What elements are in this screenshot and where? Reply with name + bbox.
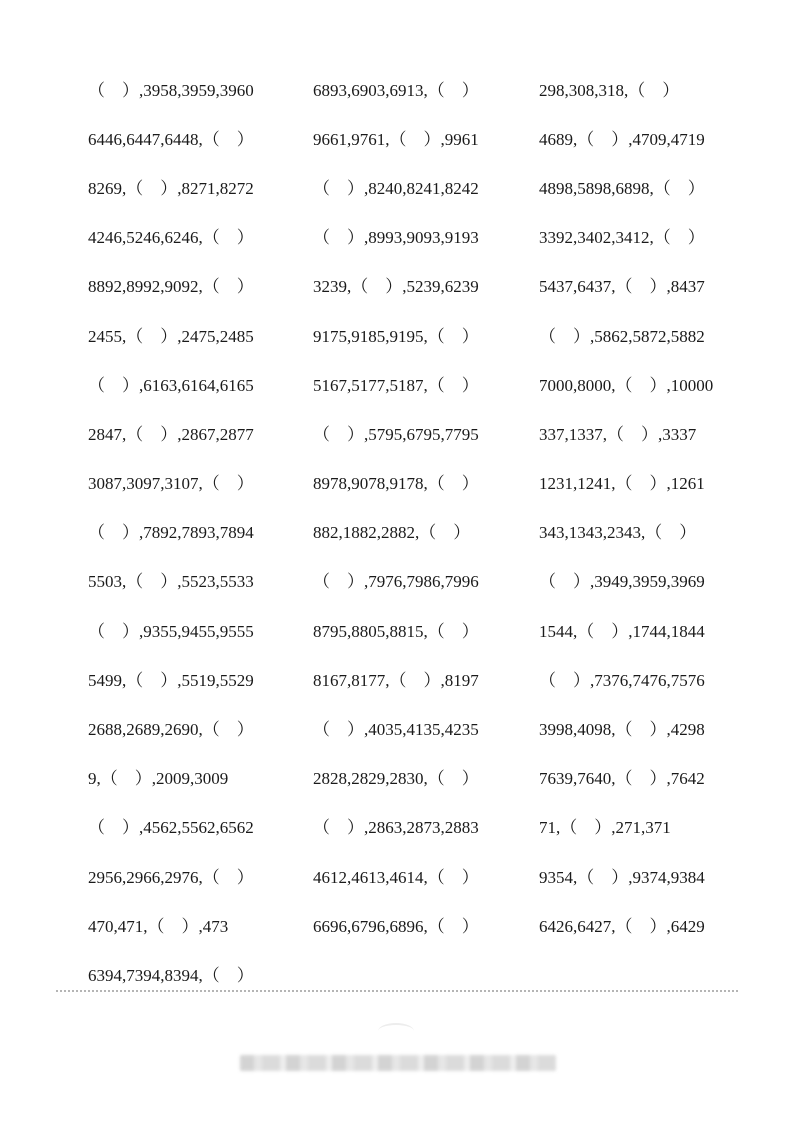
problem-item: 2847,（ ）,2867,2877 [88,424,254,444]
problem-item: （ ）,2863,2873,2883 [313,818,479,838]
problem-item: 3392,3402,3412,（ ） [539,228,705,248]
problem-item: 6394,7394,8394,（ ） [88,965,254,985]
problem-item: 2956,2966,2976,（ ） [88,867,254,887]
problem-item: 6446,6447,6448,（ ） [88,129,254,149]
problem-item: （ ）,7376,7476,7576 [539,670,705,690]
problem-item: 1544,（ ）,1744,1844 [539,621,705,641]
problem-item: 7000,8000,（ ）,10000 [539,375,714,395]
problem-item: 470,471,（ ）,473 [88,916,229,936]
problem-item: 3998,4098,（ ）,4298 [539,720,705,740]
problem-item: （ ）,5795,6795,7795 [313,424,479,444]
problem-item: 9354,（ ）,9374,9384 [539,867,705,887]
problem-item: 5167,5177,5187,（ ） [313,375,479,395]
problem-item: 9,（ ）,2009,3009 [88,769,229,789]
problem-item: 337,1337,（ ）,3337 [539,424,697,444]
problem-item: 7639,7640,（ ）,7642 [539,769,705,789]
problem-item: （ ）,5862,5872,5882 [539,326,705,346]
problem-item: 6696,6796,6896,（ ） [313,916,479,936]
problem-item: （ ）,4035,4135,4235 [313,720,479,740]
problem-item: （ ）,6163,6164,6165 [88,375,254,395]
problem-item: 4689,（ ）,4709,4719 [539,129,705,149]
problem-item: 71,（ ）,271,371 [539,818,671,838]
problem-item: （ ）,8240,8241,8242 [313,178,479,198]
problem-item: 8978,9078,9178,（ ） [313,474,479,494]
problem-item: 9175,9185,9195,（ ） [313,326,479,346]
problem-item: 8795,8805,8815,（ ） [313,621,479,641]
problem-item: （ ）,9355,9455,9555 [88,621,254,641]
problem-item: 6893,6903,6913,（ ） [313,80,479,100]
problem-item: 882,1882,2882,（ ） [313,523,471,543]
problem-item: 298,308,318,（ ） [539,80,680,100]
problem-item: 2688,2689,2690,（ ） [88,720,254,740]
problem-item: 3087,3097,3107,（ ） [88,474,254,494]
watermark-logo-icon [378,1023,414,1039]
problem-item: 4612,4613,4614,（ ） [313,867,479,887]
problem-item: 5499,（ ）,5519,5529 [88,670,254,690]
problem-item: 1231,1241,（ ）,1261 [539,474,705,494]
problem-item: 4246,5246,6246,（ ） [88,228,254,248]
problem-grid [88,66,748,1001]
problem-item: 9661,9761,（ ）,9961 [313,129,479,149]
problem-item: 8892,8992,9092,（ ） [88,277,254,297]
blurred-footer [240,1055,556,1071]
problem-item: 2455,（ ）,2475,2485 [88,326,254,346]
problem-item: （ ）,4562,5562,6562 [88,818,254,838]
problem-item: （ ）,7976,7986,7996 [313,572,479,592]
problem-item: （ ）,7892,7893,7894 [88,523,254,543]
problem-item: 8167,8177,（ ）,8197 [313,670,479,690]
problem-item: （ ）,3949,3959,3969 [539,572,705,592]
problem-item: 8269,（ ）,8271,8272 [88,178,254,198]
problem-item: 3239,（ ）,5239,6239 [313,277,479,297]
problem-item: 4898,5898,6898,（ ） [539,178,705,198]
problem-item: （ ）,8993,9093,9193 [313,228,479,248]
problem-item: 343,1343,2343,（ ） [539,523,697,543]
problem-item: 5437,6437,（ ）,8437 [539,277,705,297]
dotted-divider [56,990,738,992]
problem-item: （ ）,3958,3959,3960 [88,80,254,100]
problem-item: 2828,2829,2830,（ ） [313,769,479,789]
problem-item: 5503,（ ）,5523,5533 [88,572,254,592]
problem-item: 6426,6427,（ ）,6429 [539,916,705,936]
